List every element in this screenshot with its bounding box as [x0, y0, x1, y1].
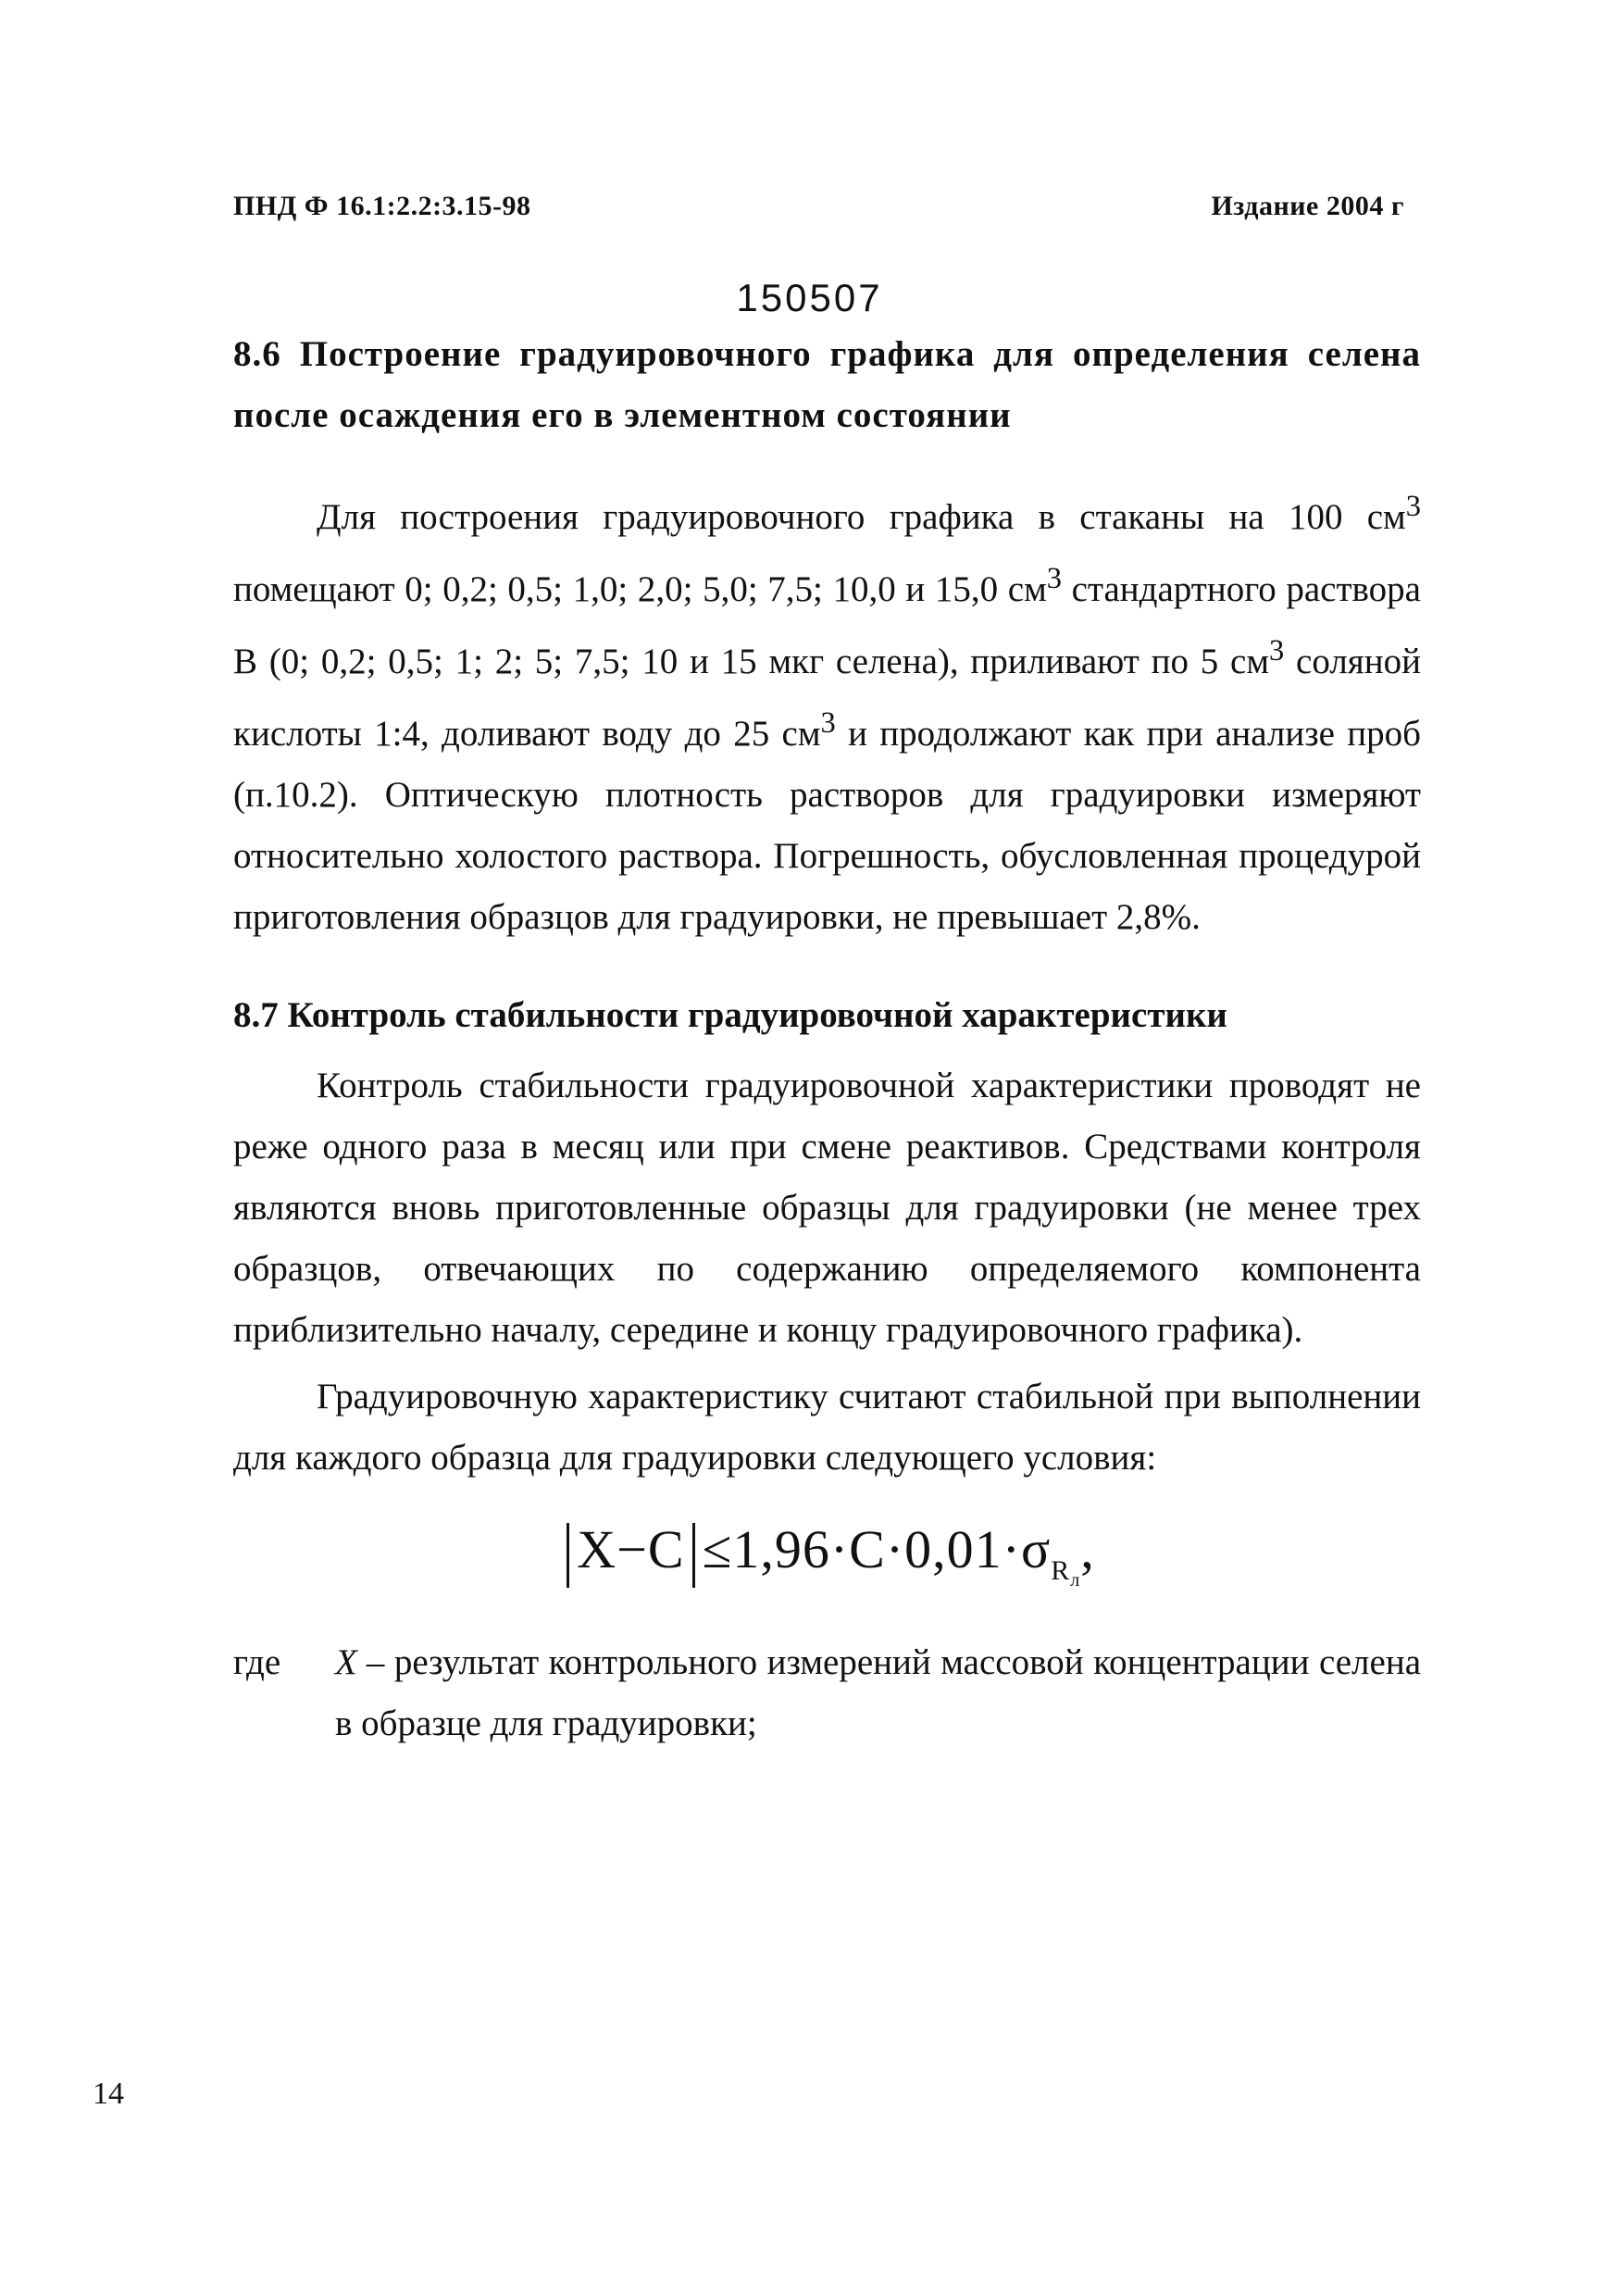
page-number: 14 [93, 2077, 124, 2111]
edition-label: Издание 2004 г [1211, 191, 1404, 221]
para-text: и продолжают как при анализе проб (п.10.2). Оптическую плотность растворов для градуировки измеряют относительно холостого раствора. Погрешность, обусловленная процедурой приготовления образцов для градуировки, не превышает 2,8%. [233, 714, 1421, 937]
section-8-6-paragraph [233, 476, 1421, 948]
section-8-7-heading: 8.7 Контроль стабильности градуировочной характеристики [233, 995, 1227, 1035]
formula-legend [233, 1632, 1421, 1754]
superscript: 3 [1046, 562, 1063, 595]
section-8-7-paragraph-2: Градуировочную характеристику считают стабильной при выполнении для каждого образца для градуировки следующего условия: [233, 1377, 1421, 1478]
superscript: 3 [1269, 634, 1285, 668]
where-word: где [233, 1641, 281, 1682]
superscript: 3 [820, 706, 836, 740]
section-8-6-heading: 8.6 Построение градуировочного графика для определения селена после осаждения его в элементном состоянии [233, 334, 1421, 435]
formula-subscript: Rл [1051, 1554, 1081, 1591]
legend-text: – результат контрольного измерений массовой концентрации селена в образце для градуировки; [335, 1641, 1421, 1743]
para-text: помещают 0; 0,2; 0,5; 1,0; 2,0; 5,0; 7,5; 10,0 и 15,0 см [233, 569, 1047, 609]
document-body [233, 324, 1421, 1754]
formula-rhs: ≤1,96·C·0,01·σ [702, 1519, 1052, 1579]
para-text: соляной кислоты 1:4, доливают воду до 25 см [233, 642, 1421, 754]
stability-formula: $X-C \le 1,96\cdot C\cdot 0,01\cdot\sigma_{R_л}$, [233, 1505, 1421, 1625]
para-text: стандартного раствора В (0; 0,2; 0,5; 1; 2; 5; 7,5; 10 и 15 мкг селена), приливают по 5 см [233, 569, 1421, 681]
para-text: Для построения градуировочного графика в стаканы на 100 см [317, 497, 1406, 537]
section-8-7-paragraph-1: Контроль стабильности градуировочной характеристики проводят не реже одного раза в месяц или при смене реактивов. Средствами контроля являются вновь приготовленные образцы для градуировки (не менее трех образцов, отвечающих по содержанию определяемого компонента приблизительно началу, середине и концу градуировочного графика). [233, 1066, 1421, 1350]
legend-x [335, 1632, 1421, 1754]
document-number-stamp: 150507 [736, 276, 883, 319]
superscript: 3 [1405, 490, 1421, 523]
legend-variable: X [335, 1641, 357, 1682]
document-id: ПНД Ф 16.1:2.2:3.15-98 [233, 191, 531, 221]
formula-lhs: X−C [577, 1519, 685, 1579]
